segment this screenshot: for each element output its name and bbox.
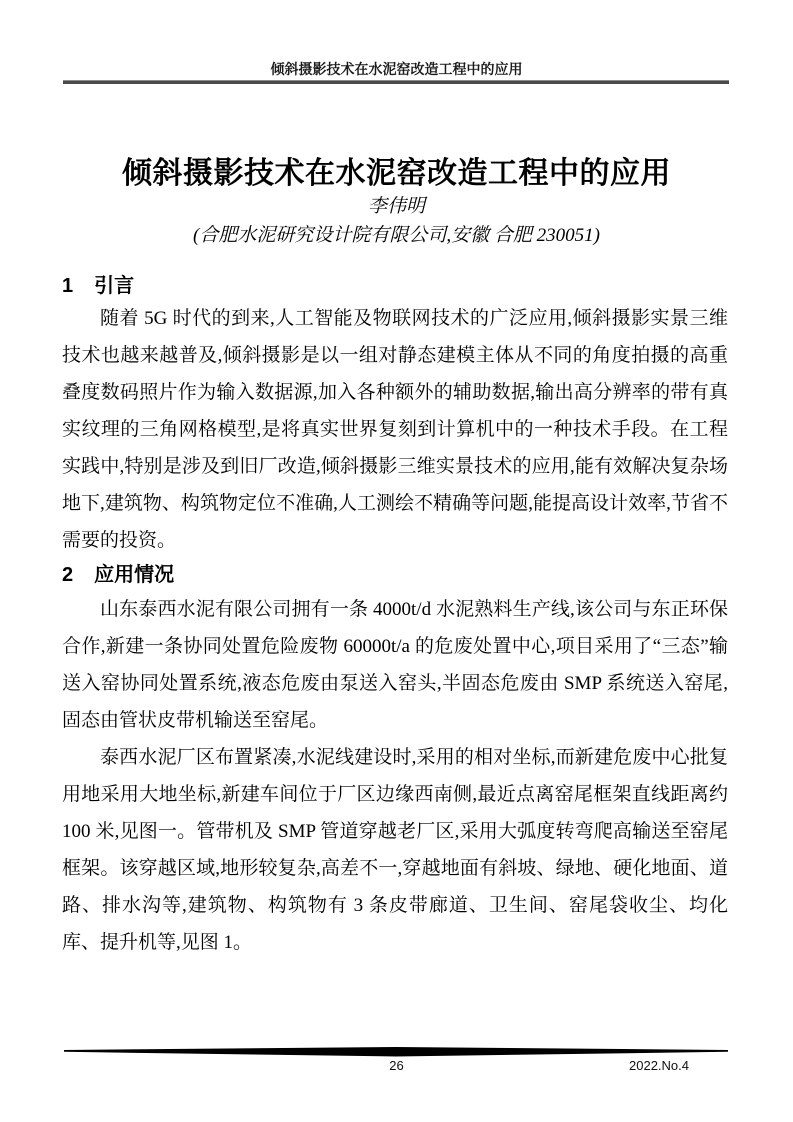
section-2-heading: [62, 561, 174, 589]
section-2-label: 应用情况: [94, 564, 175, 586]
section-1-paragraph: 随着 5G 时代的到来,人工智能及物联网技术的广泛应用,倾斜摄影实景三维技术也越来越普及,倾斜摄影是以一组对静态建模主体从不同的角度拍摄的高重叠度数码照片作为输入数据源,加入各种额外的辅助数据,输出高分辨率的带有真实纹理的三角网格模型,是将真实世界复刻到计算机中的一种技术手段。在工程实践中,特别是涉及到旧厂改造,倾斜摄影三维实景技术的应用,能有效解决复杂场地下,建筑物、构筑物定位不准确,人工测绘不精确等问题,能提高设计效率,节省不需要的投资。: [62, 308, 728, 551]
header-rule: [63, 80, 729, 84]
section-1-label: 引言: [94, 275, 135, 297]
footer-divider-rule: [64, 1047, 728, 1057]
author-name: 李伟明: [367, 196, 425, 217]
section-2-number: 2: [62, 564, 74, 586]
author-affiliation: (合肥水泥研究设计院有限公司,安徽 合肥 230051): [193, 225, 600, 246]
article-title: 倾斜摄影技术在水泥窑改造工程中的应用: [122, 157, 671, 191]
section-1-number: 1: [62, 275, 74, 297]
footer-issue-label: 2022.No.4: [629, 1058, 689, 1073]
running-header-title: 倾斜摄影技术在水泥窑改造工程中的应用: [270, 63, 523, 78]
section-2-paragraph-1: 山东泰西水泥有限公司拥有一条 4000t/d 水泥熟料生产线,该公司与东正环保合作,新建一条协同处置危险废物 60000t/a 的危废处置中心,项目采用了“三态”输送入窑协同处置系统,液态危废由泵送入窑头,半固态危废由 SMP 系统送入窑尾,固态由管状皮带机输送至窑尾。: [62, 599, 728, 731]
section-1-heading: [62, 272, 134, 300]
footer-page-number: 26: [389, 1058, 404, 1073]
section-2-paragraph-2: 泰西水泥厂区布置紧凑,水泥线建设时,采用的相对坐标,而新建危废中心批复用地采用大地坐标,新建车间位于厂区边缘西南侧,最近点离窑尾框架直线距离约 100 米,见图一。管带机及 SMP 管道穿越老厂区,采用大弧度转弯爬高输送至窑尾框架。该穿越区域,地形较复杂,高差不一,穿越地面有斜坡、绿地、硬化地面、道路、排水沟等,建筑物、构筑物有 3 条皮带廊道、卫生间、窑尾袋收尘、均化库、提升机等,见图 1。: [62, 747, 728, 953]
